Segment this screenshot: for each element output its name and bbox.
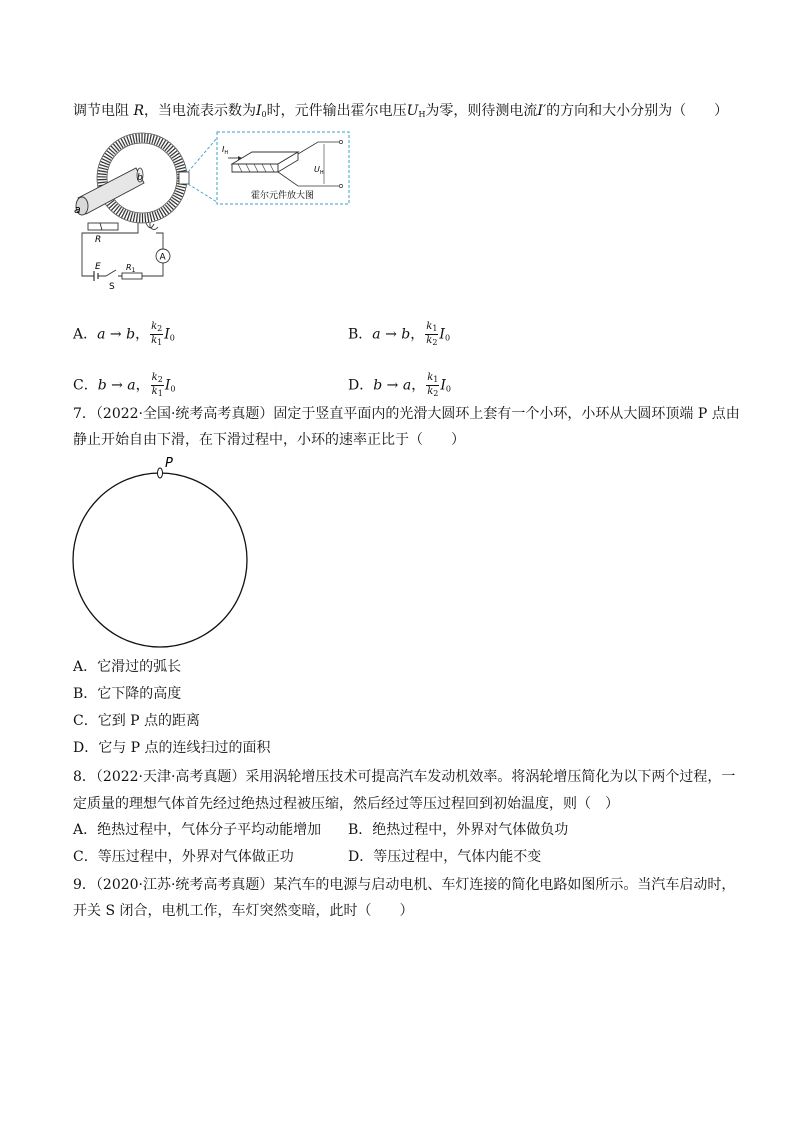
q6-option-d[interactable]: D．b → a， $\frac{k_1}{k_2}$ $I_0$ bbox=[348, 372, 451, 398]
label-S: S bbox=[109, 282, 115, 292]
option-direction: b → a bbox=[373, 377, 412, 394]
q7-option-c[interactable]: C．它到 P 点的距离 bbox=[73, 713, 201, 729]
label-P: P bbox=[165, 456, 173, 471]
q8-option-b[interactable]: B．绝热过程中，外界对气体做负功 bbox=[348, 822, 569, 838]
q6-option-a[interactable]: A．a → b， $\frac{k_2}{k_1}$ $I_0$ bbox=[73, 321, 175, 347]
q6-hall-figure bbox=[66, 128, 356, 300]
zoom-line-bottom bbox=[188, 184, 217, 202]
q6-stem-part: 时，元件输出霍尔电压 bbox=[266, 103, 407, 119]
label-R1: $R_1$ bbox=[126, 263, 136, 274]
q8-option-d[interactable]: D．等压过程中，气体内能不变 bbox=[348, 849, 542, 865]
option-letter: A． bbox=[73, 326, 98, 343]
label-b: b bbox=[137, 173, 143, 183]
q6-option-c[interactable]: C．b → a， $\frac{k_2}{k_1}$ $I_0$ bbox=[73, 372, 176, 398]
large-ring bbox=[73, 473, 247, 647]
q6-var-R: R bbox=[133, 103, 144, 119]
option-current-sub: 0 bbox=[169, 333, 175, 343]
q9-stem-line1: 9．（2020·江苏·统考高考真题）某汽车的电源与启动电机、车灯连接的简化电路如图所示。当汽车启动时， bbox=[73, 877, 736, 893]
q6-var-UH-sub: H bbox=[418, 110, 426, 119]
wire-bottom-right bbox=[142, 263, 163, 276]
q6-stem-part: ，当电流表示数为 bbox=[144, 103, 256, 119]
q8-stem-line1: 8．（2022·天津·高考真题）采用涡轮增压技术可提高汽车发动机效率。将涡轮增压简化为以下两个过程，一 bbox=[73, 769, 736, 785]
q7-option-d[interactable]: D．它与 P 点的连线扫过的面积 bbox=[73, 740, 271, 756]
option-current: I bbox=[164, 377, 171, 394]
q7-option-a[interactable]: A．它滑过的弧长 bbox=[73, 659, 182, 675]
q6-var-UH: U bbox=[406, 103, 419, 119]
q7-stem-line1: 7．（2022·全国·统考高考真题）固定于竖直平面内的光滑大圆环上套有一个小环，小环从大圆环顶端 P 点由 bbox=[73, 406, 740, 422]
option-fraction: $\frac{k_1}{k_2}$ bbox=[426, 321, 438, 347]
coil-lead-right bbox=[150, 223, 158, 230]
q8-option-a[interactable]: A．绝热过程中，气体分子平均动能增加 bbox=[73, 822, 322, 838]
rheostat-R bbox=[88, 223, 118, 230]
q6-stem-part: 调节电阻 bbox=[73, 103, 134, 119]
battery-E bbox=[94, 271, 98, 281]
label-A: A bbox=[159, 252, 166, 263]
option-fraction: $\frac{k_2}{k_1}$ bbox=[151, 321, 163, 347]
q7-option-b[interactable]: B．它下降的高度 bbox=[73, 686, 182, 702]
option-current: I bbox=[164, 326, 170, 343]
q6-var-I0-sub: 0 bbox=[261, 110, 267, 119]
small-ring bbox=[158, 468, 163, 478]
option-current-sub: 0 bbox=[444, 333, 451, 343]
q7-stem-line2: 静止开始自由下滑，在下滑过程中，小环的速率正比于（ ） bbox=[73, 432, 465, 448]
zoom-line-top bbox=[188, 138, 217, 172]
option-current-sub: 0 bbox=[445, 384, 451, 394]
option-letter: B． bbox=[348, 326, 373, 343]
option-current-sub: 0 bbox=[170, 384, 176, 394]
q6-var-I0: I bbox=[256, 103, 262, 119]
q9-stem-line2: 开关 S 闭合，电机工作，车灯突然变暗，此时（ ） bbox=[73, 903, 414, 919]
option-direction: b → a bbox=[97, 377, 136, 394]
q8-stem-line2: 定质量的理想气体首先经过绝热过程被压缩，然后经过等压过程回到初始温度，则（ ） bbox=[73, 796, 619, 812]
q6-option-b[interactable]: B．a → b， $\frac{k_1}{k_2}$ $I_0$ bbox=[348, 321, 451, 347]
q6-var-Iprime: I′ bbox=[537, 103, 547, 119]
label-IH: $I_H$ bbox=[222, 145, 229, 156]
option-fraction: $\frac{k_1}{k_2}$ bbox=[427, 372, 439, 398]
option-current: I bbox=[440, 377, 446, 394]
label-a: a bbox=[74, 203, 81, 216]
q7-circle-figure bbox=[70, 456, 255, 652]
q6-stem-part: 为零，则待测电流 bbox=[425, 103, 538, 119]
label-E: E bbox=[95, 262, 101, 272]
q6-stem-part: 的方向和大小分别为（ ） bbox=[546, 103, 729, 119]
option-letter: C． bbox=[73, 377, 98, 394]
terminal-top bbox=[339, 140, 342, 143]
hall-caption: 霍尔元件放大图 bbox=[251, 191, 315, 201]
q6-stem bbox=[73, 101, 728, 125]
switch-S bbox=[98, 270, 122, 276]
wire-to-ammeter bbox=[156, 233, 163, 249]
option-current: I bbox=[439, 326, 445, 343]
option-direction: a → b bbox=[97, 326, 136, 343]
option-fraction: $\frac{k_2}{k_1}$ bbox=[151, 372, 163, 398]
hall-gap bbox=[179, 172, 189, 184]
option-letter: D． bbox=[348, 377, 374, 394]
q8-option-c[interactable]: C．等压过程中，外界对气体做正功 bbox=[73, 849, 294, 865]
option-direction: a → b bbox=[372, 326, 411, 343]
terminal-bottom bbox=[339, 184, 342, 187]
label-R: R bbox=[95, 235, 102, 245]
label-UH: $U_H$ bbox=[314, 165, 324, 176]
